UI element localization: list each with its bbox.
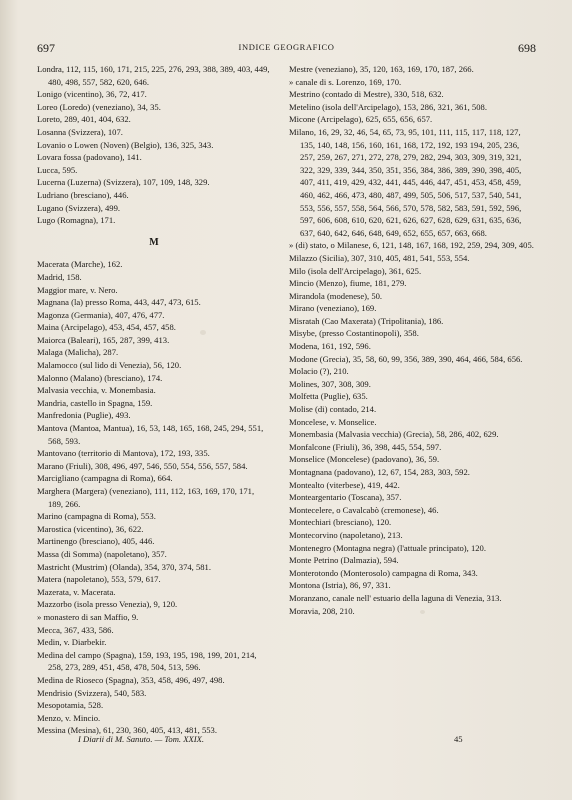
index-entry: Maiorca (Baleari), 165, 287, 399, 413. bbox=[37, 334, 170, 345]
index-entry: Martinengo (bresciano), 405, 446. bbox=[37, 536, 155, 547]
index-entry: Magonza (Germania), 407, 476, 477. bbox=[37, 309, 165, 320]
index-entry: Monte Petrino (Dalmazia), 594. bbox=[289, 555, 399, 566]
index-entry: Monembasia (Malvasia vecchia) (Grecia), 58, 286, 402, 629. bbox=[289, 429, 499, 440]
index-entry: Molacio (?), 210. bbox=[289, 366, 349, 377]
page-header bbox=[37, 41, 536, 57]
index-entry: Mazerata, v. Macerata. bbox=[37, 586, 116, 597]
index-entry: Monteargentario (Toscana), 357. bbox=[289, 492, 402, 503]
index-entry: Mastricht (Mustrim) (Olanda), 354, 370, 374, 581. bbox=[37, 561, 211, 572]
index-entry: Lugano (Svizzera), 499. bbox=[37, 202, 121, 213]
index-entry: Monterotondo (Monterosolo) campagna di Roma, 343. bbox=[289, 567, 478, 578]
index-entry: Molfetta (Puglie), 635. bbox=[289, 391, 368, 402]
index-entry: Moravia, 208, 210. bbox=[289, 605, 355, 616]
index-entry: Mendrisio (Svizzera), 540, 583. bbox=[37, 687, 147, 698]
index-entry: Medin, v. Diarbekir. bbox=[37, 637, 107, 648]
index-entry: Montechiari (bresciano), 120. bbox=[289, 517, 392, 528]
index-entry: Lonigo (vicentino), 36, 72, 417. bbox=[37, 89, 147, 100]
index-entry: Misybe, (presso Costantinopoli), 358. bbox=[289, 328, 419, 339]
index-entry: Mecca, 367, 433, 586. bbox=[37, 624, 114, 635]
index-entry: Molise (di) contado, 214. bbox=[289, 404, 377, 415]
index-entry: Moranzano, canale nell' estuario della laguna di Venezia, 313. bbox=[289, 592, 502, 603]
index-entry: Lugo (Romagna), 171. bbox=[37, 215, 116, 226]
index-entry: Loreo (Loredo) (veneziano), 34, 35. bbox=[37, 101, 161, 112]
index-entry: Modone (Grecia), 35, 58, 60, 99, 356, 389, 390, 464, 466, 584, 656. bbox=[289, 353, 523, 364]
index-entry: Mestre (veneziano), 35, 120, 163, 169, 170, 187, 266. bbox=[289, 64, 474, 74]
running-title: INDICE GEOGRAFICO bbox=[238, 42, 335, 52]
index-entry: Mandria, castello in Spagna, 159. bbox=[37, 397, 153, 408]
index-entry: Mirandola (modenese), 50. bbox=[289, 290, 383, 301]
right-column bbox=[289, 63, 536, 617]
page-number-right: 698 bbox=[518, 41, 536, 55]
index-entry: Montenegro (Montagna negra) (l'attuale principato), 120. bbox=[289, 542, 486, 553]
index-entry: Messina (Mesina), 61, 230, 360, 405, 413, 481, 553. bbox=[37, 725, 217, 736]
index-entry: Manfredonia (Puglie), 493. bbox=[37, 410, 131, 421]
index-entry: Marostica (vicentino), 36, 622. bbox=[37, 523, 144, 534]
index-entry: Mirano (veneziano), 169. bbox=[289, 303, 377, 314]
index-entry: Milano, 16, 29, 32, 46, 54, 65, 73, 95, 101, 111, 115, 117, 118, 127, 135, 140, 148, 156, 160, 161, 168, 172, 192, 193 194, 205, 236, 257, 259, 267, 271, 272, 278, 279, 282, 294, 303, 309, 319, 321, 322, 329, 339, 344, 350, 351, 356, 384, 386, 389, 390, 398, 405, 407, 411, 419, 429, 432, 441, 445, 446, 447, 451, 453, 458, 459, 460, 462, 466, 473, 480, 487, 499, 505, 506, 517, 537, 540, 541, 553, 556, 557, 558, 564, 566, 570, 578, 582, 583, 591, 592, 596, 597, 606, 608, 610, 620, 621, 626, 627, 628, 629, 631, 635, 636, 637, 640, 642, 646, 648, 649, 652, 655, 657, 663, 668. bbox=[289, 126, 522, 238]
index-entry: Modena, 161, 192, 596. bbox=[289, 341, 371, 352]
index-entry: Marino (campagna di Roma), 553. bbox=[37, 511, 156, 522]
index-entry: Marano (Friuli), 308, 496, 497, 546, 550, 554, 556, 557, 584. bbox=[37, 460, 248, 471]
index-entry: Monselice (Moncelese) (padovano), 36, 59. bbox=[289, 454, 440, 465]
index-entry: Losanna (Svizzera), 107. bbox=[37, 126, 123, 137]
index-entry: Maggior mare, v. Nero. bbox=[37, 284, 118, 295]
index-entry: Monfalcone (Friuli), 36, 398, 445, 554, 597. bbox=[289, 441, 442, 452]
index-entry: Menzo, v. Mincio. bbox=[37, 712, 101, 723]
index-entry: Magnana (la) presso Roma, 443, 447, 473, 615. bbox=[37, 297, 201, 308]
index-entry: Marghera (Margera) (veneziano), 111, 112, 163, 169, 170, 171, 189, 266. bbox=[37, 486, 255, 509]
index-entry: Malvasia vecchia, v. Monembasia. bbox=[37, 385, 156, 396]
index-entry: Montona (Istria), 86, 97, 331. bbox=[289, 580, 391, 591]
index-entry: Matera (napoletano), 553, 579, 617. bbox=[37, 574, 161, 585]
index-entry: Madrid, 158. bbox=[37, 271, 82, 282]
index-entry: Mantova (Mantoa, Mantua), 16, 53, 148, 165, 168, 245, 294, 551, 568, 593. bbox=[37, 423, 264, 446]
index-entry: Montealto (viterbese), 419, 442. bbox=[289, 479, 400, 490]
index-entry: Milazzo (Sicilia), 307, 310, 405, 481, 541, 553, 554. bbox=[289, 252, 470, 263]
index-entry: Ludriano (bresciano), 446. bbox=[37, 189, 129, 200]
index-entry: » (di) stato, o Milanese, 6, 121, 148, 167, 168, 192, 259, 294, 309, 405. bbox=[289, 240, 534, 251]
index-entry: Montecorvino (napoletano), 213. bbox=[289, 529, 403, 540]
signature-number: 45 bbox=[454, 734, 463, 744]
index-entry: Milo (isola dell'Arcipelago), 361, 625. bbox=[289, 265, 422, 276]
index-entry: Lovara fossa (padovano), 141. bbox=[37, 152, 142, 163]
index-entry: Mincio (Menzo), fiume, 181, 279. bbox=[289, 278, 407, 289]
index-entry: Maina (Arcipelago), 453, 454, 457, 458. bbox=[37, 322, 176, 333]
index-entry: Massa (di Somma) (napoletano), 357. bbox=[37, 548, 167, 559]
index-entry: Montecelere, o Cavalcabò (cremonese), 46. bbox=[289, 504, 439, 515]
page-number-left: 697 bbox=[37, 41, 55, 55]
index-entry: Lovanio o Lowen (Noven) (Belgio), 136, 325, 343. bbox=[37, 139, 214, 150]
index-entry: Loreto, 289, 401, 404, 632. bbox=[37, 114, 131, 125]
index-entry: » monastero di san Maffio, 9. bbox=[37, 611, 139, 622]
index-entry: Marcigliano (campagna di Roma), 664. bbox=[37, 473, 173, 484]
index-entry: Montagnana (padovano), 12, 67, 154, 283, 303, 592. bbox=[289, 467, 470, 477]
left-column bbox=[37, 63, 271, 737]
index-entry: Medina de Rioseco (Spagna), 353, 458, 496, 497, 498. bbox=[37, 674, 225, 685]
section-letter: M bbox=[149, 236, 159, 248]
index-entry: » canale di s. Lorenzo, 169, 170. bbox=[289, 76, 402, 87]
index-entry: Lucerna (Luzerna) (Svizzera), 107, 109, 148, 329. bbox=[37, 177, 210, 188]
index-entry: Lucca, 595. bbox=[37, 164, 78, 175]
index-entry: Moncelese, v. Monselice. bbox=[289, 416, 377, 427]
index-entry: Mazzorbo (isola presso Venezia), 9, 120. bbox=[37, 599, 178, 610]
index-entry: Londra, 112, 115, 160, 171, 215, 225, 276, 293, 388, 389, 403, 449, 480, 498, 557, 582, 620, 646. bbox=[37, 64, 270, 87]
footer-citation: I Diarii di M. Sanuto. — Tom. XXIX. bbox=[78, 734, 204, 744]
index-entry: Misratah (Cao Maxerata) (Tripolitania), 186. bbox=[289, 315, 444, 326]
index-entry: Mestrino (contado di Mestre), 330, 518, 632. bbox=[289, 89, 444, 100]
index-entry: Molines, 307, 308, 309. bbox=[289, 378, 371, 389]
index-entry: Malamocco (sul lido di Venezia), 56, 120. bbox=[37, 360, 182, 371]
index-entry: Medina del campo (Spagna), 159, 193, 195, 198, 199, 201, 214, 258, 273, 289, 451, 458, 478, 504, 513, 596. bbox=[37, 649, 257, 673]
index-entry: Malonno (Malano) (bresciano), 174. bbox=[37, 372, 163, 383]
index-entry: Micone (Arcipelago), 625, 655, 656, 657. bbox=[289, 114, 433, 125]
index-entry: Mesopotamia, 528. bbox=[37, 700, 104, 711]
index-entry: Macerata (Marche), 162. bbox=[37, 259, 123, 270]
index-entry: Malaga (Malicha), 287. bbox=[37, 347, 119, 358]
index-entry: Mantovano (territorio di Mantova), 172, 193, 335. bbox=[37, 448, 210, 459]
index-entry: Metelino (isola dell'Arcipelago), 153, 286, 321, 361, 508. bbox=[289, 101, 487, 112]
